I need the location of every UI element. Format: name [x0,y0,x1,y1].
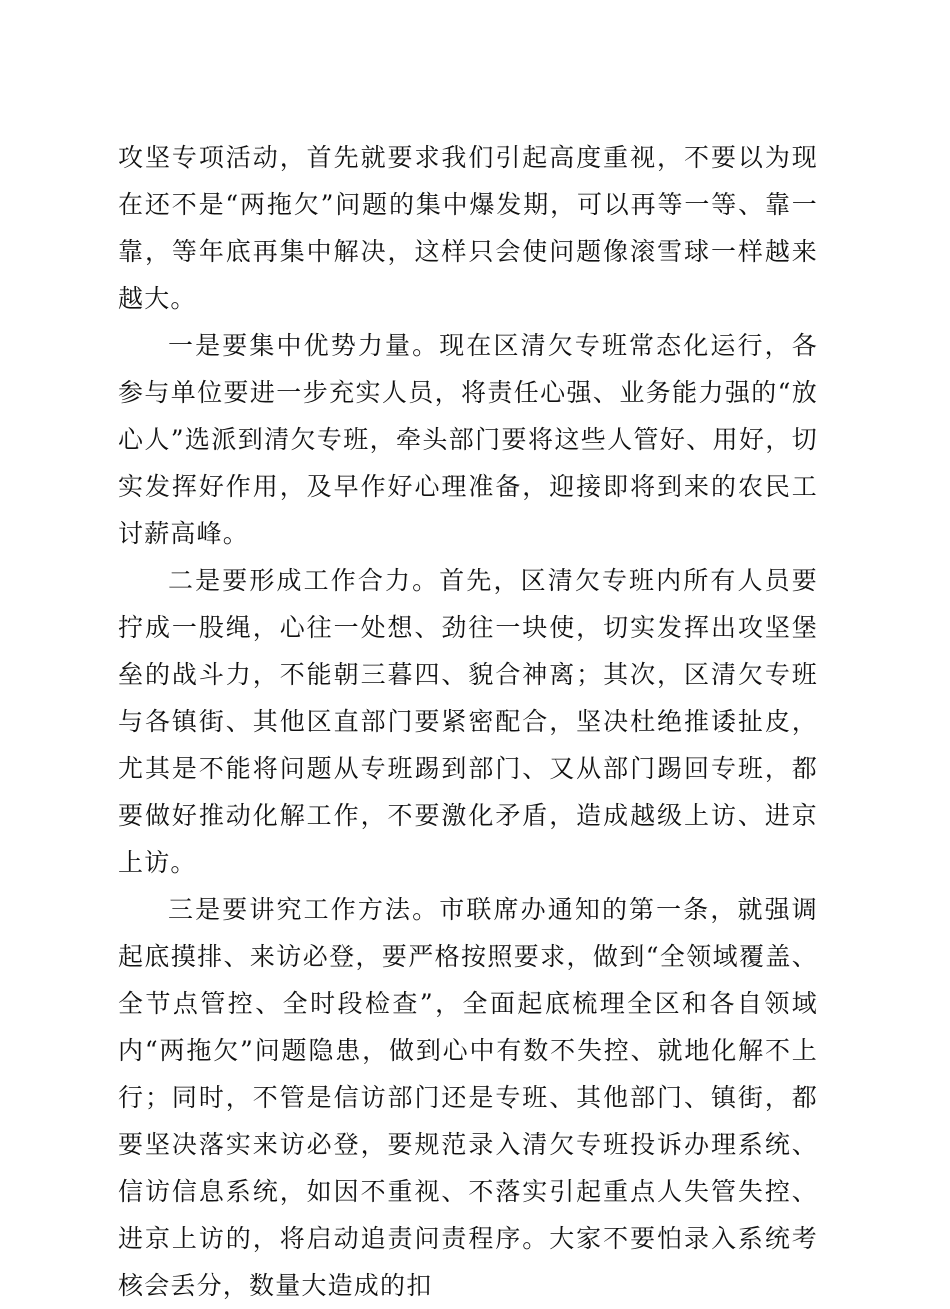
paragraph-continuation: 攻坚专项活动，首先就要求我们引起高度重视，不要以为现在还不是“两拖欠”问题的集中爆发期，可以再等一等、靠一靠，等年底再集中解决，这样只会使问题像滚雪球一样越来越大。 [118,143,818,313]
paragraph-work-methods: 三是要讲究工作方法。市联席办通知的第一条，就强调起底摸排、来访必登，要严格按照要求，做到“全领域覆盖、全节点管控、全时段检查”，全面起底梳理全区和各自领域内“两拖欠”问题隐患，做到心中有数不失控、就地化解不上行；同时，不管是信访部门还是专班、其他部门、镇街，都要坚决落实来访必登，要规范录入清欠专班投诉办理系统、信访信息系统，如因不重视、不落实引起重点人失管失控、进京上访的，将启动追责问责程序。大家不要怕录入系统考核会丢分，数量大造成的扣 [118,895,818,1300]
document-body [118,134,818,1309]
paragraph-form-synergy: 二是要形成工作合力。首先，区清欠专班内所有人员要拧成一股绳，心往一处想、劲往一块使，切实发挥出攻坚堡垒的战斗力，不能朝三暮四、貌合神离；其次，区清欠专班与各镇街、其他区直部门要紧密配合，坚决杜绝推诿扯皮，尤其是不能将问题从专班踢到部门、又从部门踢回专班，都要做好推动化解工作，不要激化矛盾，造成越级上访、进京上访。 [118,566,818,877]
paragraph-concentrate-forces: 一是要集中优势力量。现在区清欠专班常态化运行，各参与单位要进一步充实人员，将责任心强、业务能力强的“放心人”选派到清欠专班，牵头部门要将这些人管好、用好，切实发挥好作用，及早作好心理准备，迎接即将到来的农民工讨薪高峰。 [118,331,818,548]
